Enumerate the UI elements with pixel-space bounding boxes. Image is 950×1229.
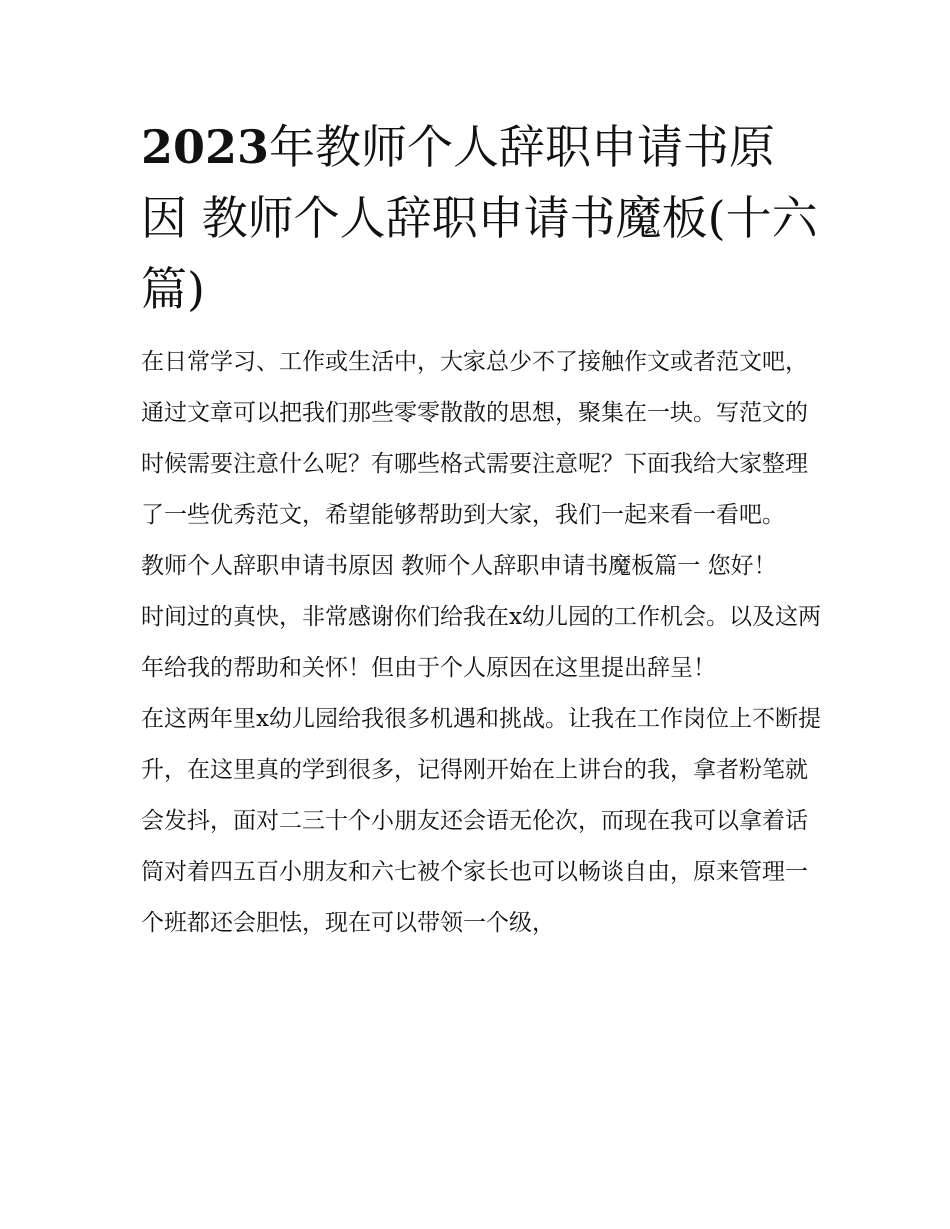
title-year: 2023 — [141, 120, 270, 174]
document-title — [141, 112, 821, 325]
paragraph-experience: 在这两年里x幼儿园给我很多机遇和挑战。让我在工作岗位上不断提升，在这里真的学到很多，记得刚开始在上讲台的我，拿者粉笔就会发抖，面对二三十个小朋友还会语无伦次，而现在我可以拿着话筒对着四五百小朋友和六七被个家长也可以畅谈自由，原来管理一个班都还会胆怯，现在可以带领一个级， — [141, 706, 821, 936]
paragraph-intro: 在日常学习、工作或生活中，大家总少不了接触作文或者范文吧，通过文章可以把我们那些零零散散的思想，聚集在一块。写范文的时候需要注意什么呢？有哪些格式需要注意呢？下面我给大家整理了一些优秀范文，希望能够帮助到大家，我们一起来看一看吧。 — [141, 349, 808, 528]
document-body — [141, 112, 821, 949]
paragraph-heading-greeting: 教师个人辞职申请书原因 教师个人辞职申请书魔板篇一 您好！ — [141, 553, 777, 579]
paragraph-resignation: 时间过的真快，非常感谢你们给我在x幼儿园的工作机会。以及这两年给我的帮助和关怀！但由于个人原因在这里提出辞呈！ — [141, 604, 821, 681]
title-text: 年教师个人辞职申请书原因 教师个人辞职申请书魔板(十六篇) — [141, 120, 818, 316]
